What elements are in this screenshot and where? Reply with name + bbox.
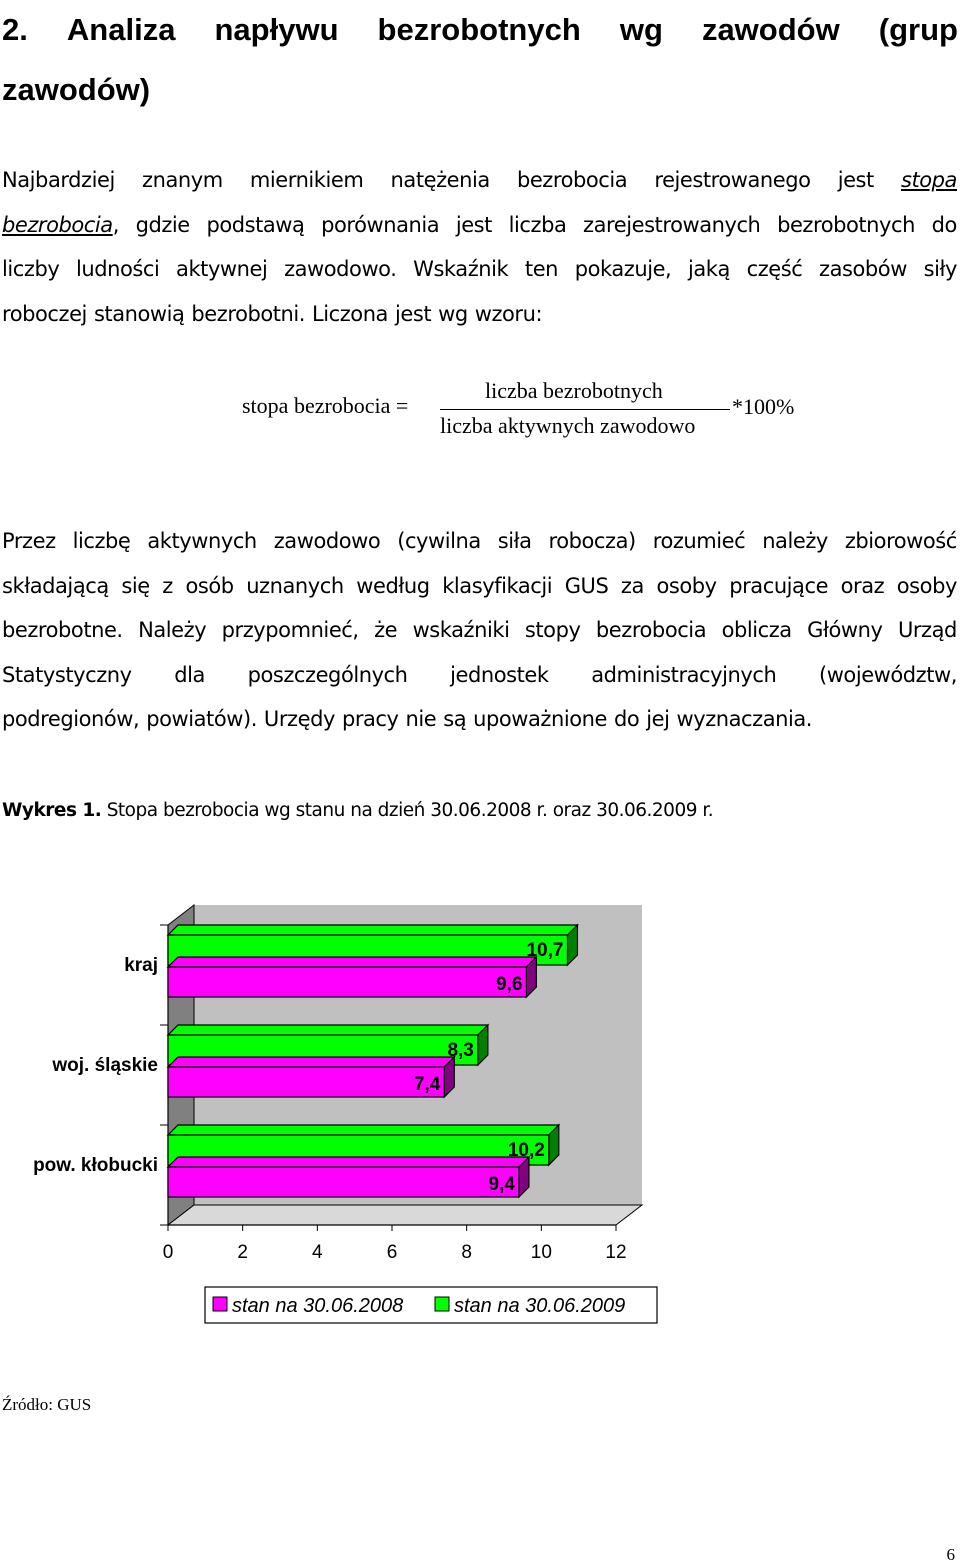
bar-2008 — [168, 1167, 519, 1197]
word: upoważnione — [473, 707, 607, 731]
chart-floor — [168, 1205, 642, 1225]
word: że — [374, 618, 398, 642]
word: jest — [394, 301, 432, 326]
word: jej — [646, 707, 670, 731]
category-label: woj. śląskie — [52, 1055, 158, 1076]
paragraph-line — [2, 292, 957, 337]
word: natężenia — [390, 168, 490, 192]
word: siły — [923, 257, 957, 281]
category-label: pow. kłobucki — [33, 1155, 158, 1176]
paragraph-definition — [2, 158, 957, 336]
word: pokazuje, — [574, 257, 672, 281]
word — [901, 158, 957, 203]
word: bezrobocia — [516, 168, 628, 192]
x-tick-label: 4 — [312, 1242, 323, 1263]
word: oraz — [840, 573, 885, 598]
word: są — [443, 707, 467, 731]
word: porównania — [321, 212, 440, 237]
word: zasobów — [819, 257, 907, 281]
word: zawodowo. — [284, 257, 397, 281]
bar-2008-top — [168, 1157, 529, 1167]
word: nie — [405, 707, 437, 731]
word: miernikiem — [249, 168, 364, 192]
emphasis-term: stopa — [901, 168, 957, 192]
bar-2008-top — [168, 1057, 454, 1067]
word: liczba — [508, 212, 567, 237]
word: dla — [174, 662, 205, 687]
word: liczby — [2, 257, 60, 281]
word: wyznaczania. — [676, 707, 813, 731]
page-number: 6 — [946, 1545, 955, 1564]
data-label-2008: 9,6 — [495, 974, 523, 995]
word: część — [746, 257, 803, 281]
data-label-2008: 9,4 — [488, 1174, 515, 1195]
data-label-2008: 7,4 — [413, 1074, 441, 1095]
source-note: Źródło: GUS — [2, 1395, 92, 1414]
word: Wskaźnik — [413, 257, 509, 281]
word: klasyfikacji — [442, 573, 553, 598]
legend-swatch — [435, 1297, 449, 1311]
word: przypomnieć, — [221, 618, 359, 642]
paragraph-line — [2, 564, 957, 609]
data-label-2009: 8,3 — [447, 1040, 474, 1061]
section-heading — [2, 0, 958, 120]
legend-label: stan na 30.06.2009 — [454, 1295, 626, 1317]
word: ludności — [75, 257, 160, 281]
word: ten — [524, 257, 559, 281]
unemployment-rate-formula — [242, 376, 822, 446]
word: jest — [455, 212, 492, 237]
word: Przez — [2, 529, 56, 553]
word: pracujące — [729, 573, 829, 598]
word: stopy — [524, 618, 581, 642]
word: zarejestrowanych — [583, 212, 761, 237]
paragraph-line — [2, 203, 957, 248]
heading-word: wg — [619, 12, 663, 47]
word: administracyjnych — [591, 662, 777, 687]
unemployment-bar-chart — [0, 890, 700, 1340]
word: siła — [497, 529, 532, 553]
word: poszczególnych — [247, 662, 408, 687]
word: roboczej — [2, 301, 87, 326]
word: Liczona — [312, 301, 388, 326]
word: do — [931, 212, 957, 237]
word: wzoru: — [474, 301, 543, 326]
x-tick-label: 12 — [605, 1242, 627, 1263]
heading-word: napływu — [214, 12, 339, 47]
heading-line-1 — [2, 0, 958, 60]
bar-2008 — [168, 1067, 444, 1097]
heading-word: 2. — [2, 12, 28, 47]
word: rejestrowanego — [654, 168, 811, 192]
heading-line-2: zawodów) — [2, 72, 151, 107]
bar-2008 — [168, 967, 526, 997]
heading-word: Analiza — [66, 12, 176, 47]
word: bezrobotne. — [2, 618, 123, 642]
word: (cywilna — [397, 529, 481, 553]
paragraph-line — [2, 519, 957, 564]
word: GUS — [564, 573, 609, 598]
word: Statystyczny — [2, 662, 132, 687]
word: bezrobocia — [595, 618, 707, 642]
caption-label: Wykres 1. — [2, 800, 102, 821]
bar-2009-top — [168, 925, 577, 935]
word: jest — [837, 168, 874, 192]
chart-caption — [2, 800, 713, 821]
paragraph-explanation — [2, 519, 957, 742]
word: Najbardziej — [2, 168, 115, 192]
word: wskaźniki — [412, 618, 510, 642]
caption-text: Stopa bezrobocia wg stanu na dzień 30.06.2008 r. oraz 30.06.2009 r. — [106, 800, 714, 821]
word: osób — [185, 573, 234, 598]
x-tick-label: 6 — [386, 1242, 398, 1263]
word: liczbę — [72, 529, 131, 553]
word: znanym — [142, 168, 223, 192]
word: Urzędy — [263, 707, 335, 731]
word: podstawą — [206, 212, 305, 237]
word: osoby — [896, 573, 957, 598]
x-tick-label: 2 — [237, 1242, 248, 1263]
word: zawodowo — [273, 529, 381, 553]
legend-label: stan na 30.06.2008 — [232, 1295, 404, 1317]
word: rozumieć — [652, 529, 746, 553]
data-label-2009: 10,7 — [526, 940, 564, 961]
word: osoby — [656, 573, 717, 598]
x-tick-label: 8 — [461, 1242, 472, 1263]
word: bezrobotnych — [777, 212, 915, 237]
word: składającą — [2, 573, 109, 598]
word: Główny — [807, 618, 883, 642]
paragraph-line — [2, 247, 957, 292]
word: uznanych — [246, 573, 344, 598]
word: się — [121, 573, 150, 598]
bar-2009-top — [168, 1125, 559, 1135]
paragraph-line — [2, 158, 957, 203]
word: zbiorowość — [844, 529, 957, 553]
word: robocza) — [548, 529, 636, 553]
data-label-2009: 10,2 — [507, 1140, 545, 1161]
word: jaką — [687, 257, 730, 281]
word: podregionów, — [2, 707, 140, 731]
word: powiatów). — [146, 707, 257, 731]
formula-numerator: liczba bezrobotnych — [485, 378, 663, 403]
bar-2009-top — [168, 1025, 488, 1035]
word: za — [620, 573, 644, 598]
word: jednostek — [450, 662, 549, 687]
word: oblicza — [721, 618, 792, 642]
paragraph-line — [2, 608, 957, 653]
heading-word: zawodów — [701, 12, 840, 47]
legend-swatch — [213, 1297, 227, 1311]
word: bezrobocia, — [2, 212, 119, 237]
paragraph-line — [2, 653, 957, 698]
word: (województw, — [818, 662, 957, 687]
category-label: kraj — [124, 955, 158, 976]
fraction-bar — [440, 409, 730, 410]
word: do — [613, 707, 640, 731]
word: Należy — [138, 618, 207, 642]
word: pracy — [341, 707, 399, 731]
formula-rhs: *100% — [732, 394, 795, 419]
word: gdzie — [135, 212, 190, 237]
formula-denominator: liczba aktywnych zawodowo — [440, 413, 696, 438]
word: według — [356, 573, 430, 598]
word: Urząd — [897, 618, 957, 642]
heading-word: bezrobotnych — [377, 12, 581, 47]
formula-lhs: stopa bezrobocia = — [242, 393, 409, 418]
x-tick-label: 0 — [162, 1242, 174, 1263]
bar-2008-top — [168, 957, 536, 967]
word: stanowią — [93, 301, 185, 326]
paragraph-line — [2, 697, 957, 742]
x-tick-label: 10 — [530, 1242, 552, 1263]
word: aktywnych — [147, 529, 257, 553]
word: należy — [762, 529, 828, 553]
word: wg — [438, 301, 468, 326]
word: z — [162, 573, 173, 598]
word: bezrobotni. — [191, 301, 305, 326]
emphasis-term: bezrobocia — [2, 212, 113, 237]
word: aktywnej — [176, 257, 268, 281]
heading-word: (grup — [878, 12, 958, 47]
